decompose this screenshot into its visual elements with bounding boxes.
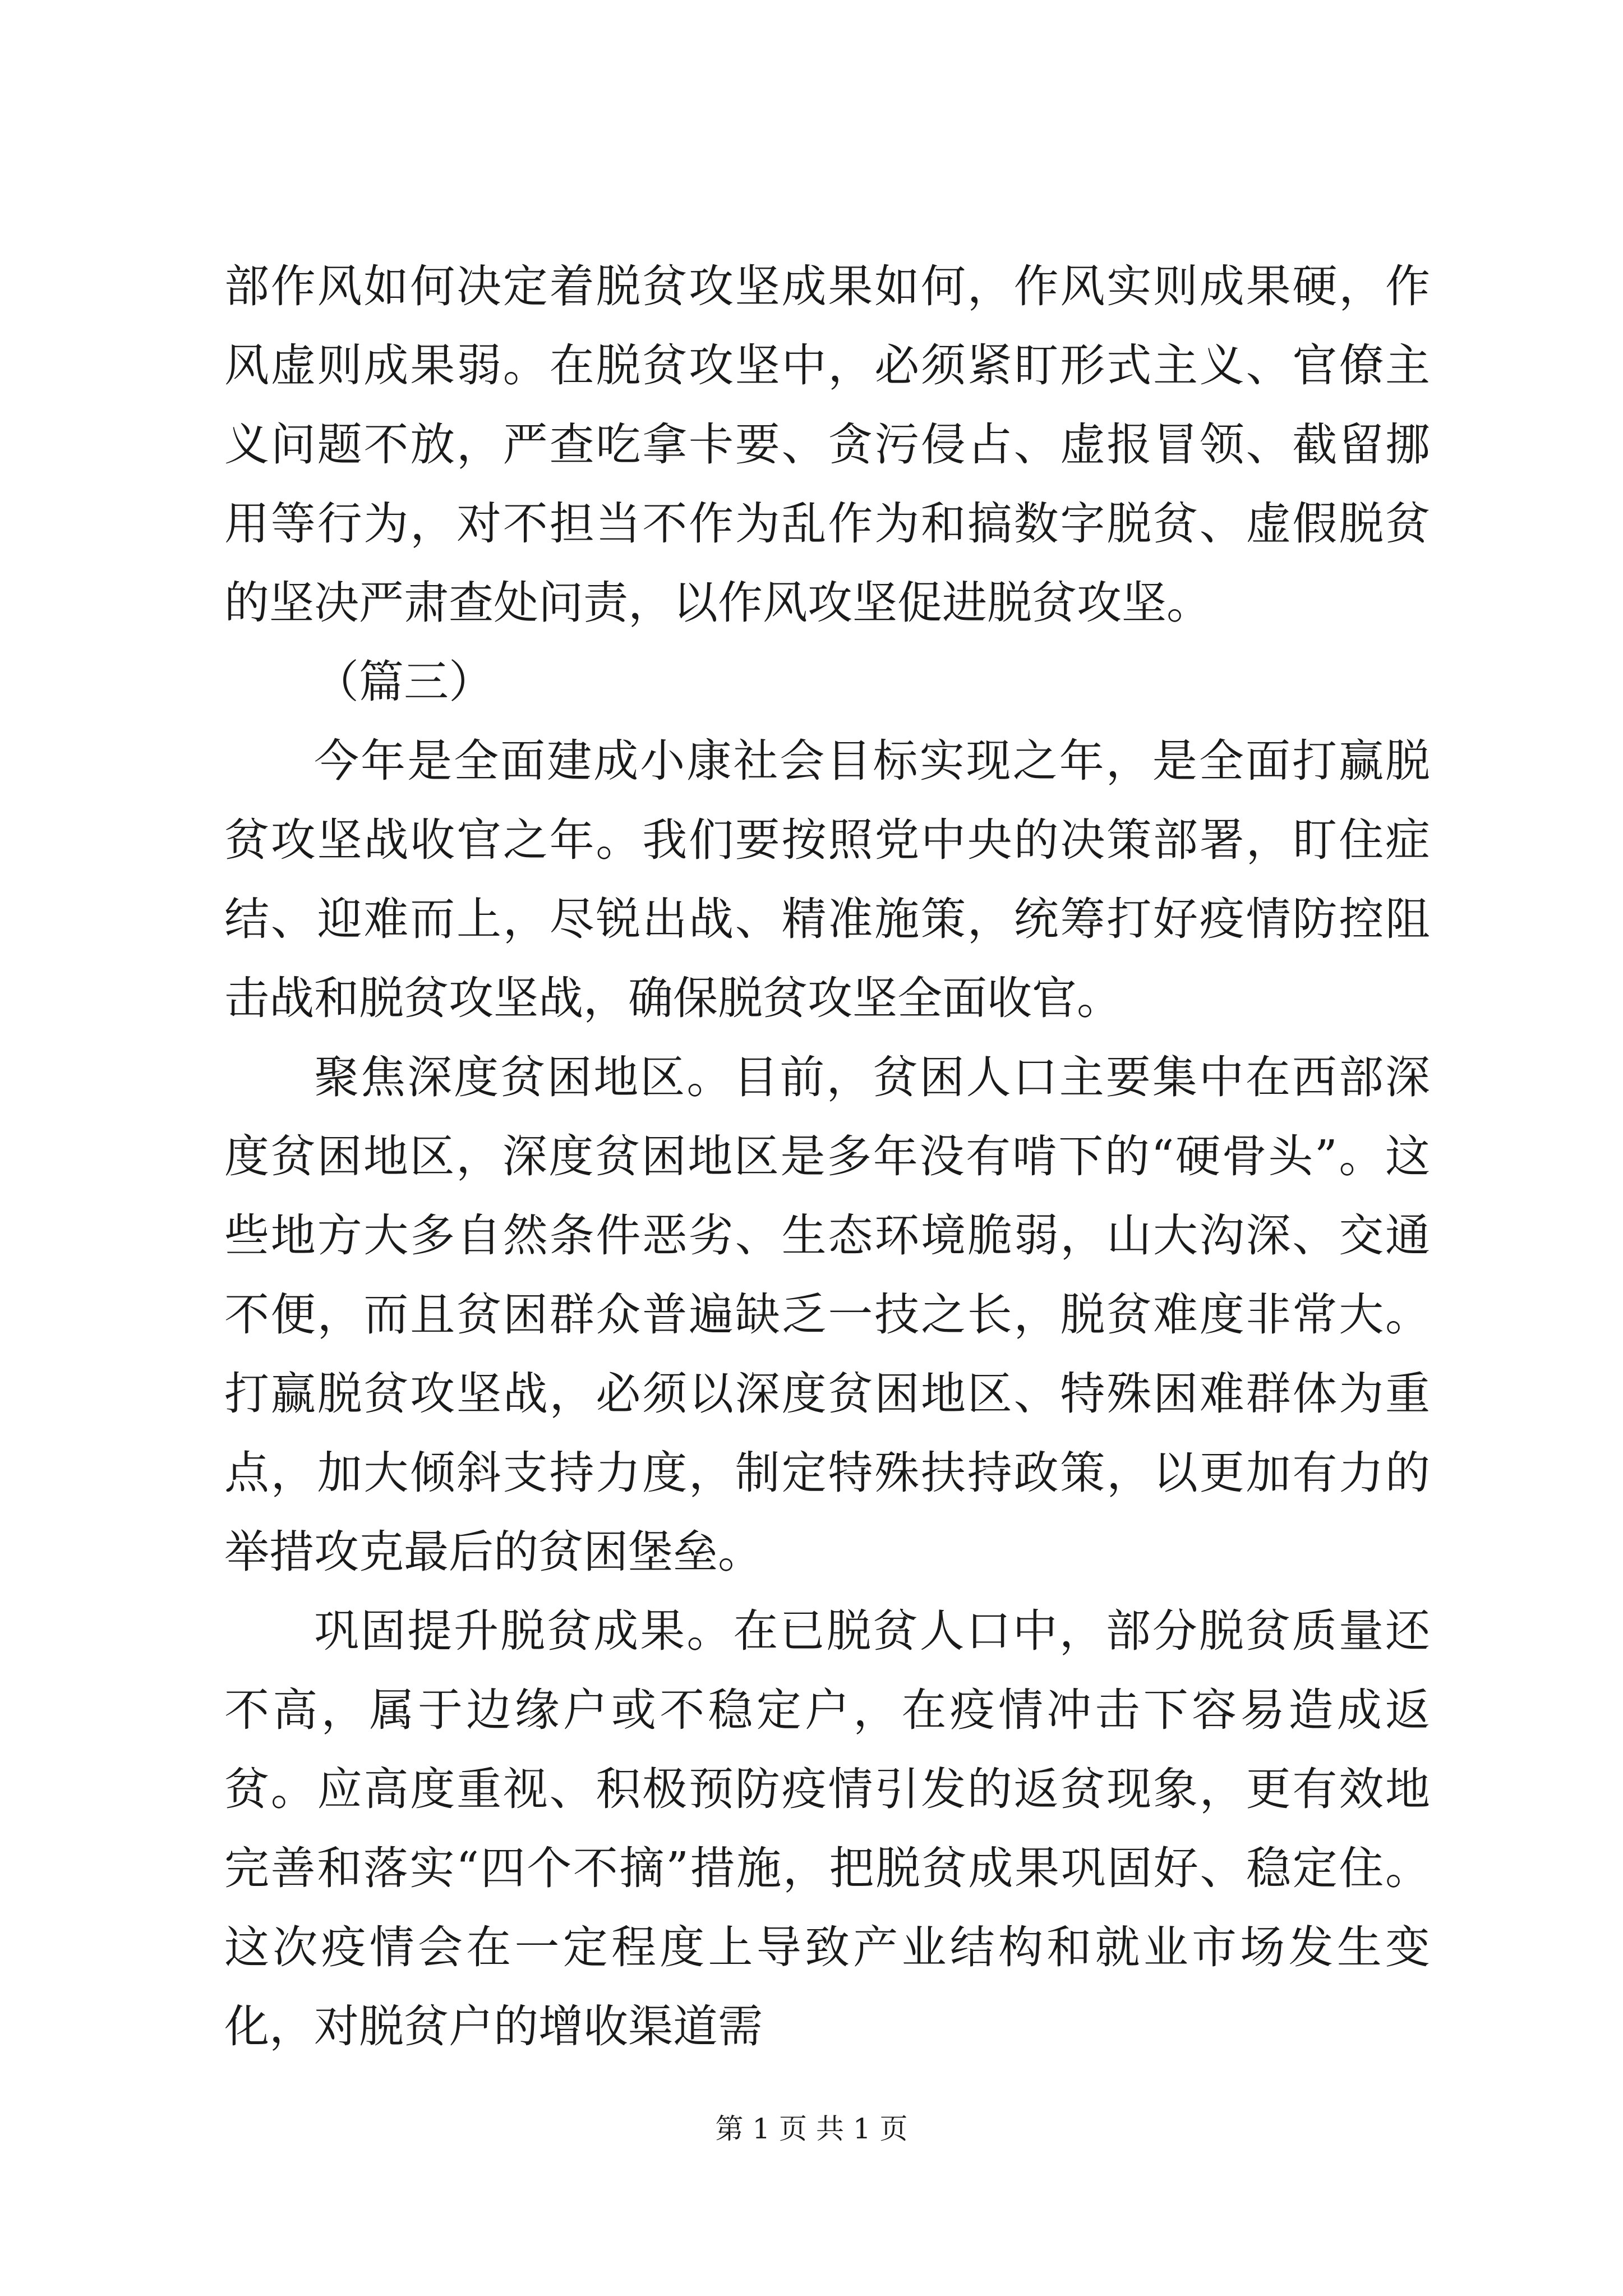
document-body xyxy=(224,247,1430,2066)
page-number-label: 第 1 页 共 1 页 xyxy=(715,2113,908,2145)
paragraph: 今年是全面建成小康社会目标实现之年，是全面打赢脱贫攻坚战收官之年。我们要按照党中央的决策部署，盯住症结、迎难而上，尽锐出战、精准施策，统筹打好疫情防控阻击战和脱贫攻坚战，确保脱贫攻坚全面收官。 xyxy=(224,735,1430,1024)
paragraph-continuation: 部作风如何决定着脱贫攻坚成果如何，作风实则成果硬，作风虚则成果弱。在脱贫攻坚中，必须紧盯形式主义、官僚主义问题不放，严查吃拿卡要、贪污侵占、虚报冒领、截留挪用等行为，对不担当不作为乱作为和搞数字脱贫、虚假脱贫的坚决严肃查处问责，以作风攻坚促进脱贫攻坚。 xyxy=(224,260,1430,629)
page-footer xyxy=(0,2109,1623,2148)
paragraph: 聚焦深度贫困地区。目前，贫困人口主要集中在西部深度贫困地区，深度贫困地区是多年没有啃下的“硬骨头”。这些地方大多自然条件恶劣、生态环境脆弱，山大沟深、交通不便，而且贫困群众普遍缺乏一技之长，脱贫难度非常大。打赢脱贫攻坚战，必须以深度贫困地区、特殊困难群体为重点，加大倾斜支持力度，制定特殊扶持政策，以更加有力的举措攻克最后的贫困堡垒。 xyxy=(224,1051,1430,1578)
paragraph: 巩固提升脱贫成果。在已脱贫人口中，部分脱贫质量还不高，属于边缘户或不稳定户，在疫情冲击下容易造成返贫。应高度重视、积极预防疫情引发的返贫现象，更有效地完善和落实“四个不摘”措施，把脱贫成果巩固好、稳定住。这次疫情会在一定程度上导致产业结构和就业市场发生变化，对脱贫户的增收渠道需 xyxy=(224,1605,1430,2053)
section-heading: （篇三） xyxy=(314,656,494,708)
